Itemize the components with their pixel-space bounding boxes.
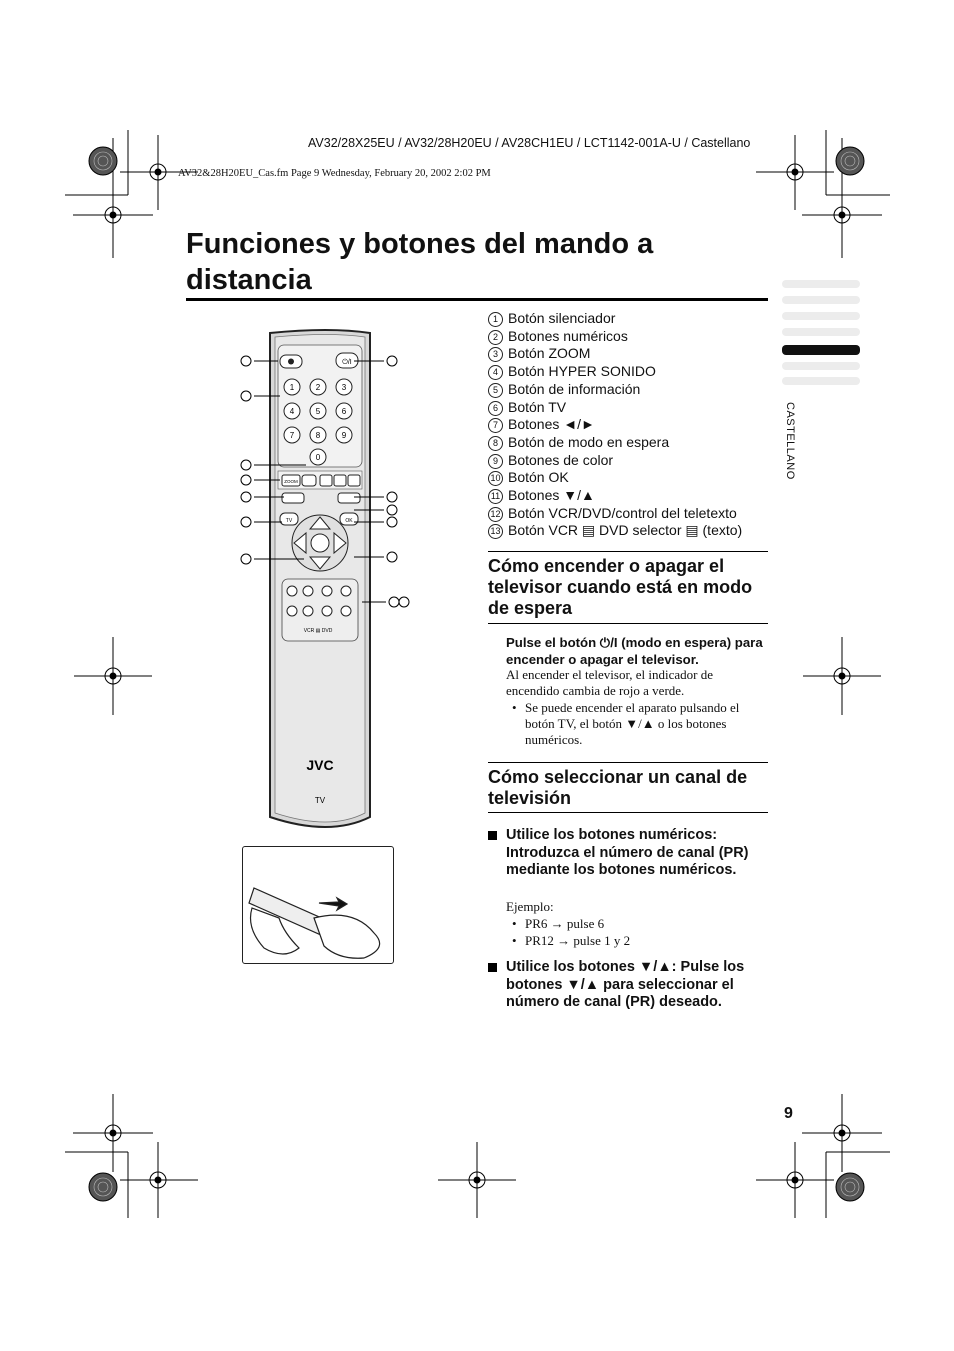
example-bullet: • PR12 → pulse 1 y 2 bbox=[512, 933, 768, 949]
hand-holding-remote-illustration bbox=[244, 848, 392, 962]
section2-heading: Cómo seleccionar un canal de televisión bbox=[488, 767, 748, 808]
section-rule bbox=[488, 623, 768, 624]
button-list-item bbox=[488, 487, 742, 505]
side-tab bbox=[782, 296, 860, 304]
number-key-label: 4 bbox=[289, 407, 295, 416]
mode-label: TV bbox=[314, 796, 326, 805]
item-label: Botones numéricos bbox=[508, 327, 628, 344]
button-list-item bbox=[488, 310, 742, 328]
number-key-label: 0 bbox=[315, 453, 321, 462]
file-info: AV32&28H20EU_Cas.fm Page 9 Wednesday, February 20, 2002 2:02 PM bbox=[178, 168, 491, 179]
button-list-item bbox=[488, 469, 742, 487]
button-list-item bbox=[488, 399, 742, 417]
button-list-item bbox=[488, 522, 742, 540]
number-key-label: 3 bbox=[341, 383, 347, 392]
item-label: Botones ▼/▲ bbox=[508, 487, 595, 504]
item-number: 10 bbox=[488, 471, 503, 486]
number-key-label: 2 bbox=[315, 383, 321, 392]
model-line: AV32/28X25EU / AV32/28H20EU / AV28CH1EU / LCT1142-001A-U / Castellano bbox=[308, 136, 751, 150]
item-number: 11 bbox=[488, 489, 503, 504]
item-number: 6 bbox=[488, 401, 503, 416]
tv-label: TV bbox=[285, 518, 293, 524]
side-tab bbox=[782, 377, 860, 385]
button-list-item bbox=[488, 381, 742, 399]
item-label: Botón VCR/DVD/control del teletexto bbox=[508, 504, 737, 521]
item-label: Botón de modo en espera bbox=[508, 433, 670, 450]
title-line-2: distancia bbox=[186, 264, 312, 296]
section-rule bbox=[488, 551, 768, 552]
side-tab bbox=[782, 328, 860, 336]
language-label: CASTELLANO bbox=[784, 402, 796, 480]
remote-callouts bbox=[236, 350, 416, 620]
button-list-item bbox=[488, 416, 742, 434]
number-key-label: 6 bbox=[341, 407, 347, 416]
button-list-item bbox=[488, 505, 742, 523]
vcr-dvd-label: VCR ▤ DVD bbox=[303, 628, 333, 634]
button-list-item bbox=[488, 452, 742, 470]
item-label: Botón VCR ▤ DVD selector ▤ (texto) bbox=[508, 522, 743, 539]
section-rule bbox=[488, 812, 768, 813]
square-bullet-icon bbox=[488, 963, 497, 972]
ok-label: OK bbox=[345, 518, 353, 524]
item-number: 1 bbox=[488, 312, 503, 327]
brand-logo: JVC bbox=[306, 757, 334, 773]
button-list-item bbox=[488, 363, 742, 381]
item-number: 5 bbox=[488, 383, 503, 398]
section2-item2: Utilice los botones ▼/▲: Pulse los botones ▼/▲ para seleccionar el número de canal (PR) deseado. bbox=[506, 959, 745, 1011]
side-tab bbox=[782, 362, 860, 370]
item-label: Botón OK bbox=[508, 469, 569, 486]
section1-heading: Cómo encender o apagar el televisor cuando está en modo de espera bbox=[488, 556, 753, 618]
item-number: 12 bbox=[488, 507, 503, 522]
side-tab-active bbox=[782, 345, 860, 355]
item-number: 9 bbox=[488, 454, 503, 469]
item-number: 3 bbox=[488, 347, 503, 362]
item-label: Botones de color bbox=[508, 451, 614, 468]
title-line-1: Funciones y botones del mando a bbox=[186, 228, 654, 260]
section-rule bbox=[488, 762, 768, 763]
side-tab bbox=[782, 280, 860, 288]
item-label: Botón HYPER SONIDO bbox=[508, 363, 656, 380]
section2-item1: Utilice los botones numéricos: Introduzca el número de canal (PR) mediante los botones numéricos. bbox=[506, 827, 749, 879]
number-key-label: 7 bbox=[289, 431, 295, 440]
item-number: 2 bbox=[488, 330, 503, 345]
button-list-item bbox=[488, 434, 742, 452]
page-number: 9 bbox=[784, 1105, 793, 1122]
item-label: Botones ◄/► bbox=[508, 416, 595, 433]
item-number: 4 bbox=[488, 365, 503, 380]
section1-bullet-text: Se puede encender el aparato pulsando el botón TV, el botón ▼/▲ o los botones numéricos. bbox=[525, 700, 740, 747]
example-1: PR6 → pulse 6 bbox=[525, 916, 605, 931]
example-bullet: • PR6 → pulse 6 bbox=[512, 916, 768, 932]
number-key-label: 9 bbox=[341, 431, 347, 440]
example-2: PR12 → pulse 1 y 2 bbox=[525, 933, 631, 948]
button-function-list bbox=[488, 310, 742, 540]
section1-bullet: • Se puede encender el aparato pulsando el botón TV, el botón ▼/▲ o los botones numéricos. bbox=[512, 700, 768, 748]
number-key-label: 1 bbox=[289, 383, 295, 392]
button-list-item bbox=[488, 328, 742, 346]
item-label: Botón ZOOM bbox=[508, 345, 591, 362]
item-label: Botón silenciador bbox=[508, 310, 616, 326]
button-list-item bbox=[488, 345, 742, 363]
side-tab bbox=[782, 312, 860, 320]
item-number: 7 bbox=[488, 418, 503, 433]
number-key-label: 8 bbox=[315, 431, 321, 440]
item-label: Botón TV bbox=[508, 398, 567, 415]
svg-text:⏻/I: ⏻/I bbox=[342, 359, 352, 366]
item-number: 13 bbox=[488, 524, 503, 539]
page-title bbox=[186, 226, 746, 298]
title-rule bbox=[186, 298, 768, 301]
section1-body: Al encender el televisor, el indicador de encendido cambia de rojo a verde. bbox=[506, 667, 714, 698]
section1-instruction: Pulse el botón ⏻/I (modo en espera) para encender o apagar el televisor. bbox=[506, 635, 763, 667]
example-label: Ejemplo: bbox=[506, 899, 554, 914]
item-number: 8 bbox=[488, 436, 503, 451]
number-key-label: 5 bbox=[315, 407, 321, 416]
square-bullet-icon bbox=[488, 831, 497, 840]
item-label: Botón de información bbox=[508, 380, 641, 397]
zoom-label: ZOOM bbox=[284, 479, 298, 484]
